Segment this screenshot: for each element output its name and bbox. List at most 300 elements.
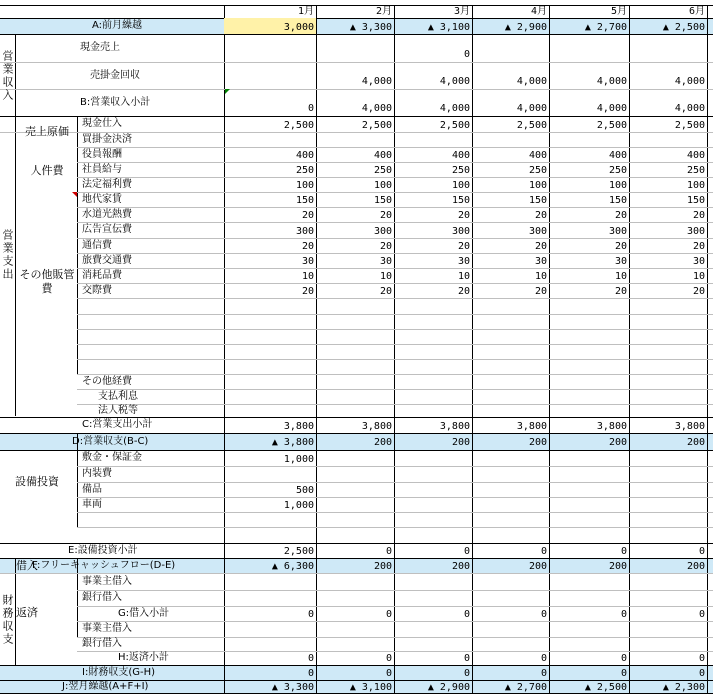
r33-m5[interactable]: 0 <box>620 546 627 557</box>
r23-m5[interactable] <box>549 389 629 404</box>
r17-m1[interactable] <box>224 298 316 314</box>
r38-m3[interactable] <box>394 621 472 637</box>
r33-m6[interactable]: 0 <box>698 546 705 557</box>
r7-m1[interactable]: 400 <box>295 150 314 161</box>
r8-m2[interactable]: 250 <box>373 165 392 176</box>
r34-m4[interactable]: 200 <box>528 561 547 572</box>
r8-m6[interactable]: 250 <box>686 165 705 176</box>
r3-m3[interactable]: 4,000 <box>439 76 470 87</box>
r36-m3[interactable] <box>394 590 472 606</box>
r26-m4[interactable]: 200 <box>528 437 547 448</box>
r21-m1[interactable] <box>224 359 316 374</box>
r38-m5[interactable] <box>549 621 629 637</box>
r14-label: 旅費交通費 <box>82 255 132 266</box>
r19-m3[interactable] <box>394 329 472 344</box>
r26-m1[interactable]: ▲ 3,800 <box>271 437 314 448</box>
r28-m4[interactable] <box>472 466 549 482</box>
r14-m5[interactable]: 30 <box>614 256 627 267</box>
r1-m4[interactable]: ▲ 2,900 <box>504 22 547 33</box>
grid-row-0 <box>0 5 713 6</box>
r40-m3[interactable]: 0 <box>463 653 470 664</box>
r36-m5[interactable] <box>549 590 629 606</box>
r32-m3[interactable] <box>394 527 472 543</box>
r41-m3[interactable]: 0 <box>463 668 470 679</box>
r29-m2[interactable] <box>316 482 394 497</box>
r36-label: 銀行借入 <box>82 592 122 603</box>
r36-m1[interactable] <box>224 590 316 606</box>
group-setsubi: 設備投資 <box>15 475 59 488</box>
r2-m5[interactable] <box>549 34 629 62</box>
r21-m3[interactable] <box>394 359 472 374</box>
r4-m2[interactable]: 4,000 <box>361 103 392 114</box>
r38-label: 事業主借入 <box>82 623 132 634</box>
r31-m4[interactable] <box>472 512 549 527</box>
r9-m3[interactable]: 100 <box>451 180 470 191</box>
r30-m3[interactable] <box>394 497 472 512</box>
r1-label: A:前月繰越 <box>92 20 143 31</box>
r20-m2[interactable] <box>316 344 394 359</box>
r10-m6[interactable]: 150 <box>686 195 705 206</box>
r18-label <box>80 314 220 329</box>
r22-m2[interactable] <box>316 374 394 389</box>
r20-m1[interactable] <box>224 344 316 359</box>
r22-m6[interactable] <box>629 374 707 389</box>
r6-m1[interactable] <box>224 132 316 147</box>
r21-m2[interactable] <box>316 359 394 374</box>
r21-m6[interactable] <box>629 359 707 374</box>
r15-m4[interactable]: 10 <box>534 271 547 282</box>
r16-m6[interactable]: 20 <box>692 286 705 297</box>
r24-m4[interactable] <box>472 404 549 417</box>
r39-m6[interactable] <box>629 637 707 651</box>
r10-m3[interactable]: 150 <box>451 195 470 206</box>
r34-m2[interactable]: 200 <box>373 561 392 572</box>
r18-m3[interactable] <box>394 314 472 329</box>
r10-m2[interactable]: 150 <box>373 195 392 206</box>
r37-m2[interactable]: 0 <box>385 609 392 620</box>
r14-m1[interactable]: 30 <box>301 256 314 267</box>
r6-m2[interactable] <box>316 132 394 147</box>
r17-label <box>80 298 220 314</box>
r26-label: D:営業収支(B-C) <box>72 436 149 447</box>
grid-left-0 <box>15 34 16 416</box>
r14-m3[interactable]: 30 <box>457 256 470 267</box>
r30-m6[interactable] <box>629 497 707 512</box>
r28-m3[interactable] <box>394 466 472 482</box>
r12-m3[interactable]: 300 <box>451 226 470 237</box>
r17-m2[interactable] <box>316 298 394 314</box>
r21-m5[interactable] <box>549 359 629 374</box>
r9-m6[interactable]: 100 <box>686 180 705 191</box>
r42-m3[interactable]: ▲ 2,900 <box>427 682 470 693</box>
r34-m1[interactable]: ▲ 6,300 <box>271 561 314 572</box>
r25-m6[interactable]: 3,800 <box>674 421 705 432</box>
r41-m4[interactable]: 0 <box>540 668 547 679</box>
r28-m6[interactable] <box>629 466 707 482</box>
r27-m1[interactable]: 1,000 <box>283 454 314 465</box>
r3-m2[interactable]: 4,000 <box>361 76 392 87</box>
r37-m1[interactable]: 0 <box>307 609 314 620</box>
r31-m3[interactable] <box>394 512 472 527</box>
r18-m1[interactable] <box>224 314 316 329</box>
r23-m4[interactable] <box>472 389 549 404</box>
r5-m6[interactable]: 2,500 <box>674 120 705 131</box>
r32-label <box>80 527 220 543</box>
r35-label: 事業主借入 <box>82 576 132 587</box>
r7-label: 役員報酬 <box>82 149 122 160</box>
r33-m1[interactable]: 2,500 <box>283 546 314 557</box>
r15-label: 消耗品費 <box>82 270 122 281</box>
r32-m4[interactable] <box>472 527 549 543</box>
r14-m6[interactable]: 30 <box>692 256 705 267</box>
r4-m6[interactable]: 4,000 <box>674 103 705 114</box>
r23-label: 支払利息 <box>98 391 138 402</box>
r24-m6[interactable] <box>629 404 707 417</box>
comment-marker-icon <box>72 192 77 197</box>
r39-m1[interactable] <box>224 637 316 651</box>
r38-m2[interactable] <box>316 621 394 637</box>
r2-m2[interactable] <box>316 34 394 62</box>
r12-m4[interactable]: 300 <box>528 226 547 237</box>
r26-m2[interactable]: 200 <box>373 437 392 448</box>
r31-m2[interactable] <box>316 512 394 527</box>
r13-m1[interactable]: 20 <box>301 241 314 252</box>
r5-m1[interactable]: 2,500 <box>283 120 314 131</box>
r35-m1[interactable] <box>224 573 316 590</box>
r1-m6[interactable]: ▲ 2,500 <box>662 22 705 33</box>
r34-m6[interactable]: 200 <box>686 561 705 572</box>
r21-m4[interactable] <box>472 359 549 374</box>
r2-m6[interactable] <box>629 34 707 62</box>
r20-m5[interactable] <box>549 344 629 359</box>
r5-m5[interactable]: 2,500 <box>596 120 627 131</box>
r17-m4[interactable] <box>472 298 549 314</box>
r34-m3[interactable]: 200 <box>451 561 470 572</box>
r30-m4[interactable] <box>472 497 549 512</box>
r28-m5[interactable] <box>549 466 629 482</box>
r39-m4[interactable] <box>472 637 549 651</box>
r35-m6[interactable] <box>629 573 707 590</box>
r11-m3[interactable]: 20 <box>457 210 470 221</box>
r32-m2[interactable] <box>316 527 394 543</box>
r27-label: 敷金・保証金 <box>82 452 142 463</box>
r35-m4[interactable] <box>472 573 549 590</box>
r6-m5[interactable] <box>549 132 629 147</box>
r11-m5[interactable]: 20 <box>614 210 627 221</box>
r38-m4[interactable] <box>472 621 549 637</box>
r2-label: 現金売上 <box>80 42 120 53</box>
r22-m1[interactable] <box>224 374 316 389</box>
r37-label: G:借入小計 <box>118 608 170 619</box>
r34-label: F:フリーキャッシュフロー(D-E) <box>32 560 176 571</box>
r13-label: 通信費 <box>82 240 112 251</box>
r20-m4[interactable] <box>472 344 549 359</box>
r24-m5[interactable] <box>549 404 629 417</box>
r19-m1[interactable] <box>224 329 316 344</box>
r3-m5[interactable]: 4,000 <box>596 76 627 87</box>
r12-m1[interactable]: 300 <box>295 226 314 237</box>
r40-m2[interactable]: 0 <box>385 653 392 664</box>
r15-m2[interactable]: 10 <box>379 271 392 282</box>
r15-m6[interactable]: 10 <box>692 271 705 282</box>
r5-label: 現金仕入 <box>82 118 122 129</box>
r33-m3[interactable]: 0 <box>463 546 470 557</box>
r41-m2[interactable]: 0 <box>385 668 392 679</box>
r27-m6[interactable] <box>629 450 707 466</box>
month-header-1: 1月 <box>297 6 314 17</box>
r42-m6[interactable]: ▲ 2,300 <box>662 682 705 693</box>
r30-m1[interactable]: 1,000 <box>283 500 314 511</box>
r31-label <box>80 512 220 527</box>
r11-m4[interactable]: 20 <box>534 210 547 221</box>
r32-m5[interactable] <box>549 527 629 543</box>
r25-m2[interactable]: 3,800 <box>361 421 392 432</box>
r23-m1[interactable] <box>224 389 316 404</box>
r9-m1[interactable]: 100 <box>295 180 314 191</box>
r6-label: 買掛金決済 <box>82 134 132 145</box>
r26-m3[interactable]: 200 <box>451 437 470 448</box>
r36-m6[interactable] <box>629 590 707 606</box>
r40-m5[interactable]: 0 <box>620 653 627 664</box>
r5-m4[interactable]: 2,500 <box>516 120 547 131</box>
r11-m6[interactable]: 20 <box>692 210 705 221</box>
r1-m5[interactable]: ▲ 2,700 <box>584 22 627 33</box>
r31-m1[interactable] <box>224 512 316 527</box>
section-eigyo_shunyu: 営業収入 <box>1 50 14 102</box>
r22-label: その他経費 <box>82 376 132 387</box>
r6-m6[interactable] <box>629 132 707 147</box>
r30-m2[interactable] <box>316 497 394 512</box>
r39-m3[interactable] <box>394 637 472 651</box>
r18-m2[interactable] <box>316 314 394 329</box>
r37-m3[interactable]: 0 <box>463 609 470 620</box>
r32-m1[interactable] <box>224 527 316 543</box>
r20-label <box>80 344 220 359</box>
r7-m2[interactable]: 400 <box>373 150 392 161</box>
r23-m3[interactable] <box>394 389 472 404</box>
r35-m2[interactable] <box>316 573 394 590</box>
r42-m5[interactable]: ▲ 2,500 <box>584 682 627 693</box>
r24-m2[interactable] <box>316 404 394 417</box>
r36-m4[interactable] <box>472 590 549 606</box>
r1-m2[interactable]: ▲ 3,300 <box>349 22 392 33</box>
r26-m6[interactable]: 200 <box>686 437 705 448</box>
r26-m5[interactable]: 200 <box>608 437 627 448</box>
r11-m2[interactable]: 20 <box>379 210 392 221</box>
r4-m3[interactable]: 4,000 <box>439 103 470 114</box>
r35-m3[interactable] <box>394 573 472 590</box>
r16-m2[interactable]: 20 <box>379 286 392 297</box>
r9-m2[interactable]: 100 <box>373 180 392 191</box>
r15-m1[interactable]: 10 <box>301 271 314 282</box>
r33-m2[interactable]: 0 <box>385 546 392 557</box>
r20-m6[interactable] <box>629 344 707 359</box>
r16-m3[interactable]: 20 <box>457 286 470 297</box>
r15-m3[interactable]: 10 <box>457 271 470 282</box>
r24-label: 法人税等 <box>98 405 138 416</box>
r29-m6[interactable] <box>629 482 707 497</box>
r18-m4[interactable] <box>472 314 549 329</box>
r12-label: 広告宣伝費 <box>82 224 132 235</box>
r6-m3[interactable] <box>394 132 472 147</box>
r23-m6[interactable] <box>629 389 707 404</box>
r19-m5[interactable] <box>549 329 629 344</box>
month-header-2: 2月 <box>375 6 392 17</box>
r28-m2[interactable] <box>316 466 394 482</box>
r29-m5[interactable] <box>549 482 629 497</box>
r18-m5[interactable] <box>549 314 629 329</box>
r18-m6[interactable] <box>629 314 707 329</box>
r42-m4[interactable]: ▲ 2,700 <box>504 682 547 693</box>
r13-m2[interactable]: 20 <box>379 241 392 252</box>
r25-m3[interactable]: 3,800 <box>439 421 470 432</box>
r11-label: 水道光熱費 <box>82 209 132 220</box>
r14-m4[interactable]: 30 <box>534 256 547 267</box>
r41-label: I:財務収支(G-H) <box>82 667 155 678</box>
r25-m1[interactable]: 3,800 <box>283 421 314 432</box>
section-zaimu_shushi: 財務収支 <box>1 594 14 646</box>
r37-m4[interactable]: 0 <box>540 609 547 620</box>
r25-label: C:営業支出小計 <box>82 419 153 430</box>
r23-m2[interactable] <box>316 389 394 404</box>
r7-m5[interactable]: 400 <box>608 150 627 161</box>
r19-label <box>80 329 220 344</box>
r10-m1[interactable]: 150 <box>295 195 314 206</box>
r16-m4[interactable]: 20 <box>534 286 547 297</box>
r9-m4[interactable]: 100 <box>528 180 547 191</box>
r19-m6[interactable] <box>629 329 707 344</box>
section-eigyo_shishutsu: 営業支出 <box>1 229 14 281</box>
r24-m1[interactable] <box>224 404 316 417</box>
month-header-4: 4月 <box>530 6 547 17</box>
r16-m5[interactable]: 20 <box>614 286 627 297</box>
r19-m4[interactable] <box>472 329 549 344</box>
r36-m2[interactable] <box>316 590 394 606</box>
r12-m5[interactable]: 300 <box>608 226 627 237</box>
r12-m6[interactable]: 300 <box>686 226 705 237</box>
r31-m5[interactable] <box>549 512 629 527</box>
month-header-5: 5月 <box>610 6 627 17</box>
r39-m2[interactable] <box>316 637 394 651</box>
r19-m2[interactable] <box>316 329 394 344</box>
r40-m1[interactable]: 0 <box>307 653 314 664</box>
r17-m5[interactable] <box>549 298 629 314</box>
r22-m3[interactable] <box>394 374 472 389</box>
r25-m4[interactable]: 3,800 <box>516 421 547 432</box>
r1-m3[interactable]: ▲ 3,100 <box>427 22 470 33</box>
r5-m3[interactable]: 2,500 <box>439 120 470 131</box>
r30-label: 車両 <box>82 499 102 510</box>
r3-m1[interactable] <box>224 62 316 89</box>
r17-m6[interactable] <box>629 298 707 314</box>
group-sonota: その他販管費 <box>19 268 75 295</box>
r7-m4[interactable]: 400 <box>528 150 547 161</box>
r24-m3[interactable] <box>394 404 472 417</box>
r5-m2[interactable]: 2,500 <box>361 120 392 131</box>
r38-m1[interactable] <box>224 621 316 637</box>
r6-m4[interactable] <box>472 132 549 147</box>
r41-m5[interactable]: 0 <box>620 668 627 679</box>
r38-m6[interactable] <box>629 621 707 637</box>
r27-m2[interactable] <box>316 450 394 466</box>
r7-m6[interactable]: 400 <box>686 150 705 161</box>
r41-m6[interactable]: 0 <box>698 668 705 679</box>
r2-m4[interactable] <box>472 34 549 62</box>
r37-m5[interactable]: 0 <box>620 609 627 620</box>
r30-m5[interactable] <box>549 497 629 512</box>
month-header-6: 6月 <box>688 6 705 17</box>
r13-m6[interactable]: 20 <box>692 241 705 252</box>
r11-m1[interactable]: 20 <box>301 210 314 221</box>
r32-m6[interactable] <box>629 527 707 543</box>
r12-m2[interactable]: 300 <box>373 226 392 237</box>
r22-m5[interactable] <box>549 374 629 389</box>
r3-m4[interactable]: 4,000 <box>516 76 547 87</box>
r4-m1[interactable]: 0 <box>307 103 314 114</box>
r4-m4[interactable]: 4,000 <box>516 103 547 114</box>
r29-m4[interactable] <box>472 482 549 497</box>
r35-m5[interactable] <box>549 573 629 590</box>
r41-m1[interactable]: 0 <box>307 668 314 679</box>
r42-label: J:翌月繰越(A+F+I) <box>62 681 149 692</box>
r27-m3[interactable] <box>394 450 472 466</box>
r9-label: 法定福利費 <box>82 179 132 190</box>
r37-m6[interactable]: 0 <box>698 609 705 620</box>
r3-m6[interactable]: 4,000 <box>674 76 705 87</box>
r2-m1[interactable] <box>224 34 316 62</box>
r2-m3[interactable]: 0 <box>463 49 470 60</box>
r28-m1[interactable] <box>224 466 316 482</box>
r8-m3[interactable]: 250 <box>451 165 470 176</box>
r10-m5[interactable]: 150 <box>608 195 627 206</box>
r8-m1[interactable]: 250 <box>295 165 314 176</box>
r8-m4[interactable]: 250 <box>528 165 547 176</box>
r34-m5[interactable]: 200 <box>608 561 627 572</box>
group-kariire: 借入 <box>16 559 38 572</box>
r25-m5[interactable]: 3,800 <box>596 421 627 432</box>
r40-m6[interactable]: 0 <box>698 653 705 664</box>
r13-m3[interactable]: 20 <box>457 241 470 252</box>
r31-m6[interactable] <box>629 512 707 527</box>
r1-m1[interactable]: 3,000 <box>224 18 316 34</box>
r39-m5[interactable] <box>549 637 629 651</box>
group-jinkenhi: 人件費 <box>30 164 64 177</box>
r14-m2[interactable]: 30 <box>379 256 392 267</box>
r15-m5[interactable]: 10 <box>614 271 627 282</box>
r20-m3[interactable] <box>394 344 472 359</box>
r13-m5[interactable]: 20 <box>614 241 627 252</box>
r16-m1[interactable]: 20 <box>301 286 314 297</box>
r33-m4[interactable]: 0 <box>540 546 547 557</box>
r29-m3[interactable] <box>394 482 472 497</box>
r22-m4[interactable] <box>472 374 549 389</box>
r27-m5[interactable] <box>549 450 629 466</box>
r4-label: B:営業収入小計 <box>80 97 151 108</box>
r29-m1[interactable]: 500 <box>295 485 314 496</box>
r17-m3[interactable] <box>394 298 472 314</box>
r27-m4[interactable] <box>472 450 549 466</box>
r8-m5[interactable]: 250 <box>608 165 627 176</box>
r10-label: 地代家賃 <box>82 194 122 205</box>
r42-m2[interactable]: ▲ 3,100 <box>349 682 392 693</box>
r40-m4[interactable]: 0 <box>540 653 547 664</box>
r42-m1[interactable]: ▲ 3,300 <box>271 682 314 693</box>
r10-m4[interactable]: 150 <box>528 195 547 206</box>
r4-m5[interactable]: 4,000 <box>596 103 627 114</box>
r9-m5[interactable]: 100 <box>608 180 627 191</box>
r13-m4[interactable]: 20 <box>534 241 547 252</box>
r7-m3[interactable]: 400 <box>451 150 470 161</box>
